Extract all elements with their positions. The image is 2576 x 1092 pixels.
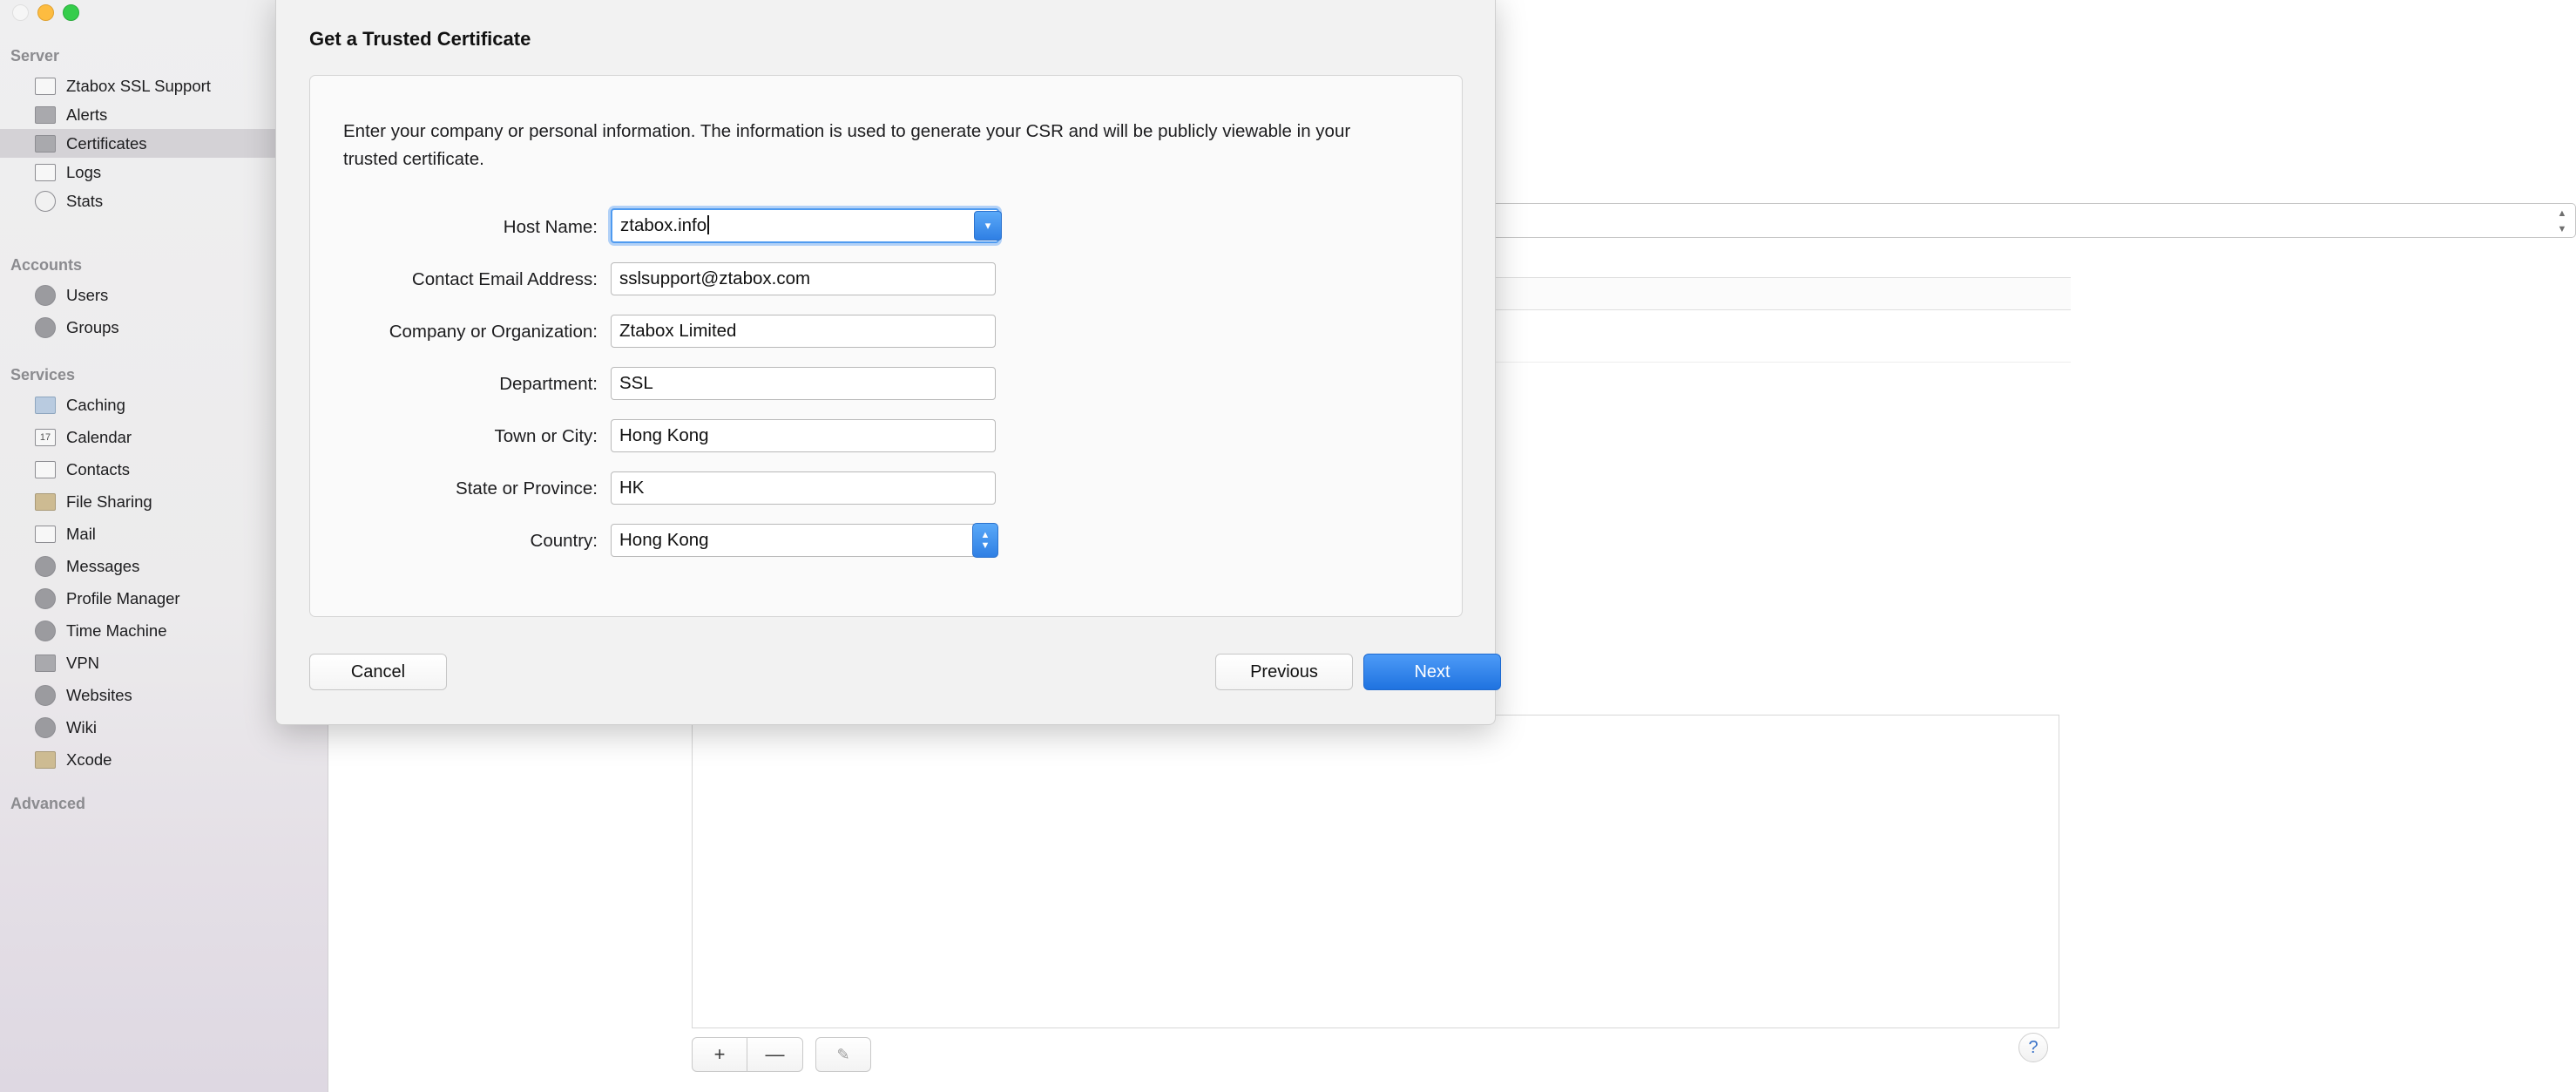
help-button[interactable]: ? — [2018, 1033, 2048, 1062]
label-host-name: Host Name: — [503, 217, 598, 237]
host-name-input[interactable] — [611, 208, 999, 243]
sidebar-item-label: VPN — [66, 653, 100, 672]
sidebar-item-label: Alerts — [66, 105, 108, 124]
contacts-icon — [33, 459, 57, 480]
group-icon — [33, 317, 57, 338]
sidebar-item-label: Groups — [66, 317, 119, 336]
close-window-icon[interactable] — [12, 4, 29, 21]
sidebar-item-label: Messages — [66, 556, 140, 575]
user-icon — [33, 285, 57, 306]
calendar-icon: 17 — [33, 427, 57, 448]
wiki-icon — [33, 717, 57, 738]
lock-icon — [33, 653, 57, 674]
form-row-town-city — [310, 416, 1462, 468]
label-department: Department: — [499, 374, 598, 394]
state-province-input[interactable]: HK — [611, 471, 996, 505]
sidebar-item-xcode[interactable] — [0, 745, 328, 774]
sidebar-item-label: Caching — [66, 395, 125, 414]
previous-button[interactable]: Previous — [1215, 654, 1353, 690]
caching-icon — [33, 395, 57, 416]
minimize-window-icon[interactable] — [37, 4, 54, 21]
certificate-form — [310, 207, 1462, 573]
add-certificate-button[interactable]: + — [692, 1037, 747, 1072]
sidebar-item-label: Wiki — [66, 717, 97, 736]
sheet-title: Get a Trusted Certificate — [309, 28, 531, 50]
sidebar-section-services: Services — [10, 366, 76, 383]
sidebar-item-label: Ztabox SSL Support — [66, 76, 211, 95]
contact-email-input[interactable]: sslsupport@ztabox.com — [611, 262, 996, 295]
stats-icon — [33, 191, 57, 212]
sidebar-section-advanced: Advanced — [10, 795, 86, 812]
sidebar-item-label: File Sharing — [66, 492, 152, 511]
chevron-down-icon[interactable]: ▾ — [974, 211, 1002, 241]
label-town-city: Town or City: — [494, 426, 598, 446]
sidebar-item-label: Calendar — [66, 427, 132, 446]
country-select[interactable]: Hong Kong — [611, 524, 996, 557]
label-state-province: State or Province: — [456, 478, 598, 499]
xcode-icon — [33, 749, 57, 770]
certificate-detail-panel — [692, 715, 2059, 1028]
up-down-chevron-icon[interactable]: ▲ ▼ — [972, 523, 998, 558]
form-row-company — [310, 311, 1462, 363]
company-input[interactable]: Ztabox Limited — [611, 315, 996, 348]
label-country: Country: — [530, 531, 598, 551]
next-button[interactable]: Next — [1363, 654, 1501, 690]
remove-certificate-button[interactable]: — — [747, 1037, 803, 1072]
form-row-country — [310, 520, 1462, 573]
window-controls — [12, 4, 79, 21]
messages-icon — [33, 556, 57, 577]
label-company: Company or Organization: — [389, 322, 598, 342]
sidebar-item-label: Time Machine — [66, 621, 167, 640]
logs-icon — [33, 162, 57, 183]
department-input[interactable]: SSL — [611, 367, 996, 400]
sidebar-item-label: Websites — [66, 685, 132, 704]
profile-manager-icon — [33, 588, 57, 609]
sidebar-item-label: Logs — [66, 162, 102, 181]
certificate-icon — [33, 133, 57, 154]
sidebar-item-label: Certificates — [66, 133, 147, 153]
label-contact-email: Contact Email Address: — [411, 269, 598, 289]
get-trusted-certificate-sheet — [275, 0, 1496, 725]
form-row-state-province — [310, 468, 1462, 520]
time-machine-icon — [33, 621, 57, 641]
folder-icon — [33, 492, 57, 512]
sidebar-item-label: Users — [66, 285, 109, 304]
sheet-description: Enter your company or personal information. The information is used to generate your CSR and will be publicly viewable in your trusted certificate. — [343, 121, 1351, 169]
sidebar-item-label: Contacts — [66, 459, 131, 478]
sheet-button-bar — [276, 654, 1497, 706]
sidebar-item-label: Profile Manager — [66, 588, 180, 607]
form-row-contact-email — [310, 259, 1462, 311]
form-row-host-name — [310, 207, 1462, 259]
form-row-department — [310, 363, 1462, 416]
sheet-form-box — [309, 75, 1463, 617]
sidebar-item-label: Xcode — [66, 749, 112, 769]
server-icon — [33, 76, 57, 97]
sidebar-item-label: Mail — [66, 524, 96, 543]
megaphone-icon — [33, 105, 57, 125]
zoom-window-icon[interactable] — [63, 4, 79, 21]
sidebar-section-accounts: Accounts — [10, 256, 83, 274]
stepper-arrows-icon[interactable]: ▲ ▼ — [2557, 208, 2567, 234]
mail-icon — [33, 524, 57, 545]
text-caret — [707, 215, 709, 234]
sidebar-item-label: Stats — [66, 191, 104, 210]
certificate-toolbar — [692, 1037, 871, 1072]
host-name-value: ztabox.info — [620, 215, 707, 235]
cancel-button[interactable]: Cancel — [309, 654, 447, 690]
globe-icon — [33, 685, 57, 706]
edit-certificate-button[interactable]: ✎ — [815, 1037, 871, 1072]
sidebar-section-server: Server — [10, 47, 60, 64]
town-city-input[interactable]: Hong Kong — [611, 419, 996, 452]
